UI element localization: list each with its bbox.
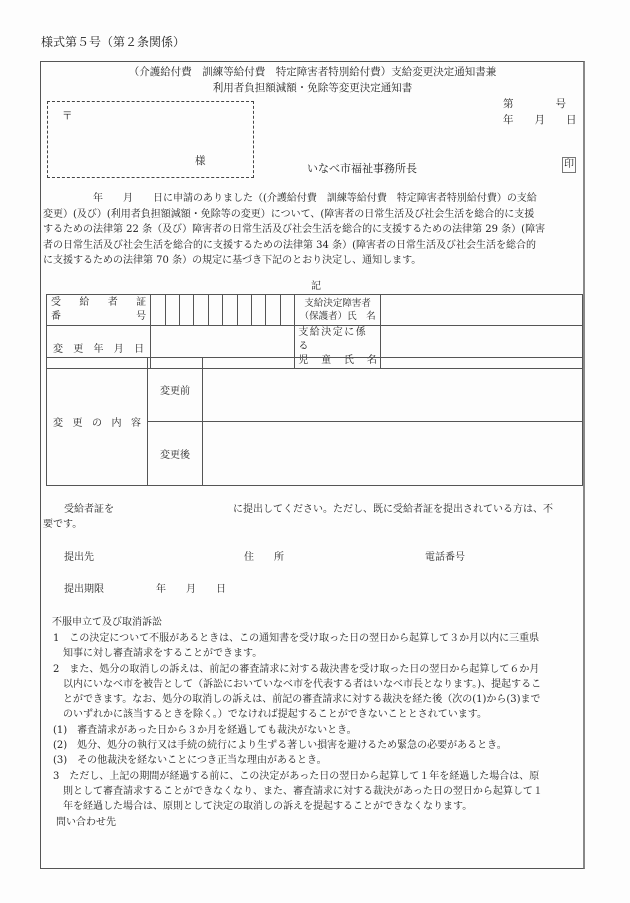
recipient-number-digit[interactable] (280, 295, 294, 326)
decision-line: するための法律第 22 条（及び）障害者の日常生活及び社会生活を総合的に支援するための法律第 29 条）(障害 (43, 224, 546, 235)
label-char: 証 (136, 297, 147, 308)
label-char: 容 (131, 418, 141, 429)
recipient-number-digit[interactable] (252, 295, 266, 326)
decision-line: 年 月 日に申請のありました（(介護給付費 訓練等給付費 特定障害者特別給付費）の支給 (43, 193, 537, 204)
after-label: 変更後 (148, 422, 203, 486)
appeal-line: 3 ただし、上記の期間が経過する前に、この決定があった日の翌日から起算して１年を経過した場合は、原 (53, 770, 540, 782)
decision-line: 者の日常生活及び社会生活を総合的に支援するための法律第 34 条）(障害者の日常生活及び社会生活を総合的 (43, 239, 536, 251)
child-label-line1: 支給決定に係る (298, 327, 368, 352)
label-char: 童 (321, 355, 332, 366)
honorific-sama: 様 (195, 155, 206, 167)
before-field[interactable] (203, 358, 583, 422)
recipient-number-digit[interactable] (165, 295, 179, 326)
document-title-line2: 利用者負担額減額・免除等変更決定通知書 (212, 82, 413, 94)
document-title-line1: （介護給付費 訓練等給付費 特定障害者特別給付費）支給変更決定通知書兼 (128, 66, 497, 78)
recipient-number-digit[interactable] (208, 295, 222, 326)
label-char: の (92, 418, 102, 429)
destination-label: 提出先 (64, 552, 94, 563)
recipient-number-digit[interactable] (151, 295, 165, 326)
before-label: 変更前 (148, 358, 203, 422)
appeal-line: (2) 処分、処分の執行又は手続の続行により生ずる著しい損害を避けるため緊急の必要があるとき。 (53, 740, 507, 752)
appeal-line: 1 この決定について不服があるときは、この通知書を受け取った日の翌日から起算して３か月以内に三重県 (53, 633, 540, 644)
seal-mark: 印 (562, 157, 576, 173)
after-field[interactable] (203, 422, 583, 486)
change-content-label (47, 358, 148, 486)
appeal-line: (1) 審査請求があった日から３か月を経過しても裁決がないとき。 (53, 724, 357, 736)
label-char: 変 (53, 343, 63, 355)
label-char: 名 (366, 355, 377, 366)
recipient-number-label (47, 295, 151, 326)
label-char: 内 (111, 418, 122, 429)
label-char: 番 (51, 311, 61, 322)
deadline-date: 年 月 日 (156, 584, 226, 595)
issuer-name: いなべ市福祉事務所長 (307, 162, 417, 175)
appeal-line: 以内にいなべ市を被告として（訴訟においていなべ市を代表する者はいなべ市長となります。)、提起するこ (53, 678, 542, 690)
label-char: 児 (298, 355, 309, 366)
appeal-line: 知事に対し審査請求をすることができます。 (53, 648, 263, 660)
document-number: 第 号 (503, 98, 566, 110)
document-date: 年 月 日 (503, 114, 577, 126)
guardian-label-line2: （保護者）氏 名 (299, 311, 376, 322)
decision-line: に支援するための法律第 70 条）の規定に基づき下記のとおり決定し、通知します。 (43, 255, 422, 266)
address-label: 住 所 (244, 552, 284, 563)
deadline-label: 提出期限 (64, 584, 104, 595)
phone-label: 電話番号 (425, 552, 465, 563)
label-char: 月 (113, 343, 124, 355)
ki-heading: 記 (311, 281, 321, 292)
submission-text-start: 受給者証を (64, 504, 114, 515)
recipient-number-digit[interactable] (223, 295, 237, 326)
submission-text-end: に提出してください。ただし、既に受給者証を提出されている方は、不 (233, 504, 553, 515)
label-char: 日 (134, 343, 145, 355)
appeal-line: とができます。なお、処分の取消しの訴えは、前記の審査請求に対する裁決を経た後（次の(1)から(3)まで (53, 694, 541, 706)
label-char: 者 (107, 297, 118, 308)
form-label: 様式第５号（第２条関係） (41, 35, 186, 49)
recipient-number-digit[interactable] (266, 295, 280, 326)
appeal-heading: 不服申立て及び取消訴訟 (52, 617, 162, 628)
appeal-line: 則として審査請求することができなくなり、また、審査請求に対する裁決があった日の翌日から起算して１ (53, 785, 543, 797)
appeal-notes (53, 631, 583, 830)
label-char: 変 (53, 418, 63, 429)
appeal-line: (3) その他裁決を経ないことにつき正当な理由があるとき。 (53, 755, 327, 767)
change-content-table (46, 357, 583, 486)
label-char: 更 (72, 418, 83, 429)
label-char: 年 (93, 343, 104, 355)
contact-label: 問い合わせ先 (56, 816, 116, 828)
recipient-number-digit[interactable] (237, 295, 251, 326)
appeal-line: のいずれかに該当するときを除く。）でなければ提起することができないこととされています。 (53, 709, 487, 721)
address-box (47, 101, 254, 178)
guardian-name-field[interactable] (380, 295, 582, 326)
recipient-number-digit[interactable] (179, 295, 193, 326)
label-char: 受 (51, 297, 61, 308)
guardian-label-line1: 支給決定障害者 (304, 298, 371, 309)
appeal-line: 年を経過した場合は、原則として決定の取消しの訴えを提起することができなくなります。 (53, 801, 473, 813)
submission-text-line2: 要です。 (43, 519, 83, 530)
appeal-line: 2 また、処分の取消しの訴えは、前記の審査請求に対する裁決書を受け取った日の翌日から起算して６か月 (53, 663, 540, 675)
label-char: 氏 (344, 355, 354, 366)
label-char: 更 (73, 343, 84, 355)
decision-line: 変更）(及び）(利用者負担額減額・免除等の変更）について、(障害者の日常生活及び社会生活を総合的に支援 (43, 208, 535, 220)
recipient-number-digit[interactable] (194, 295, 208, 326)
label-char: 号 (136, 311, 147, 322)
label-char: 給 (79, 297, 90, 308)
postal-mark: 〒 (62, 110, 73, 122)
decision-paragraph (43, 191, 583, 269)
guardian-name-label (295, 295, 381, 326)
